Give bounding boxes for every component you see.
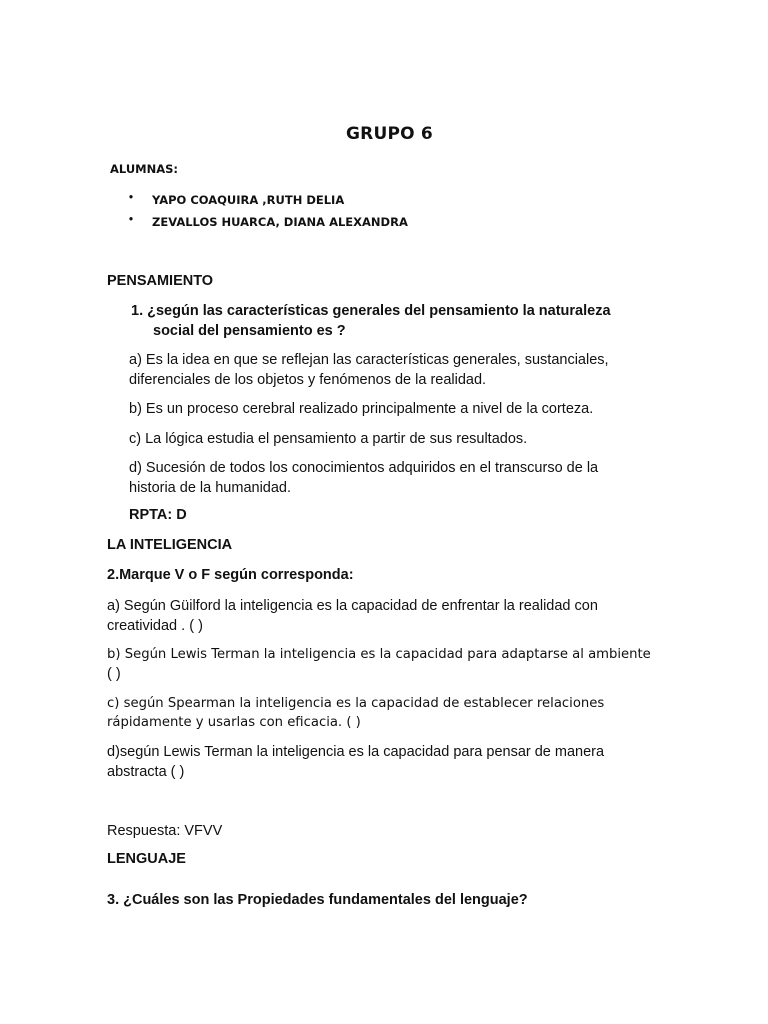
section-heading-inteligencia: LA INTELIGENCIA [107, 537, 233, 553]
answer-1: RPTA: D [129, 507, 187, 523]
item-d-line-1: d)según Lewis Terman la inteligencia es la capacidad para pensar de manera [107, 744, 605, 760]
student-name-2: ZEVALLOS HUARCA, DIANA ALEXANDRA [152, 215, 408, 229]
option-a-line-1: a) Es la idea en que se reflejan las características generales, sustanciales, [129, 352, 609, 368]
item-d-line-2: abstracta ( ) [107, 764, 185, 780]
question-3: 3. ¿Cuáles son las Propiedades fundamentales del lenguaje? [107, 892, 528, 908]
students-label: ALUMNAS: [110, 162, 179, 176]
student-name-1: YAPO COAQUIRA ,RUTH DELIA [152, 193, 345, 207]
item-b-line-2: ( ) [107, 666, 121, 682]
item-a-line-1: a) Según Güilford la inteligencia es la capacidad de enfrentar la realidad con [107, 598, 598, 614]
page-title: GRUPO 6 [346, 124, 433, 144]
item-c-line-2: rápidamente y usarlas con eficacia. ( ) [107, 715, 361, 730]
section-heading-pensamiento: PENSAMIENTO [107, 273, 214, 289]
question-1-line-2: social del pensamiento es ? [153, 323, 346, 339]
option-a-line-2: diferenciales de los objetos y fenómenos de la realidad. [129, 372, 487, 388]
section-heading-lenguaje: LENGUAJE [107, 851, 186, 867]
bullet-icon: • [129, 192, 134, 204]
option-d-line-1: d) Sucesión de todos los conocimientos adquiridos en el transcurso de la [129, 460, 599, 476]
option-d-line-2: historia de la humanidad. [129, 480, 292, 496]
option-b: b) Es un proceso cerebral realizado principalmente a nivel de la corteza. [129, 401, 594, 417]
question-1-line-1: 1. ¿según las características generales del pensamiento la naturaleza [131, 303, 611, 319]
bullet-icon: • [129, 214, 134, 226]
answer-2: Respuesta: VFVV [107, 823, 223, 839]
item-b-line-1: b) Según Lewis Terman la inteligencia es la capacidad para adaptarse al ambiente [107, 647, 651, 662]
item-c-line-1: c) según Spearman la inteligencia es la capacidad de establecer relaciones [107, 696, 605, 711]
question-2: 2.Marque V o F según corresponda: [107, 567, 354, 583]
option-c: c) La lógica estudia el pensamiento a partir de sus resultados. [129, 431, 528, 447]
item-a-line-2: creatividad . ( ) [107, 618, 203, 634]
